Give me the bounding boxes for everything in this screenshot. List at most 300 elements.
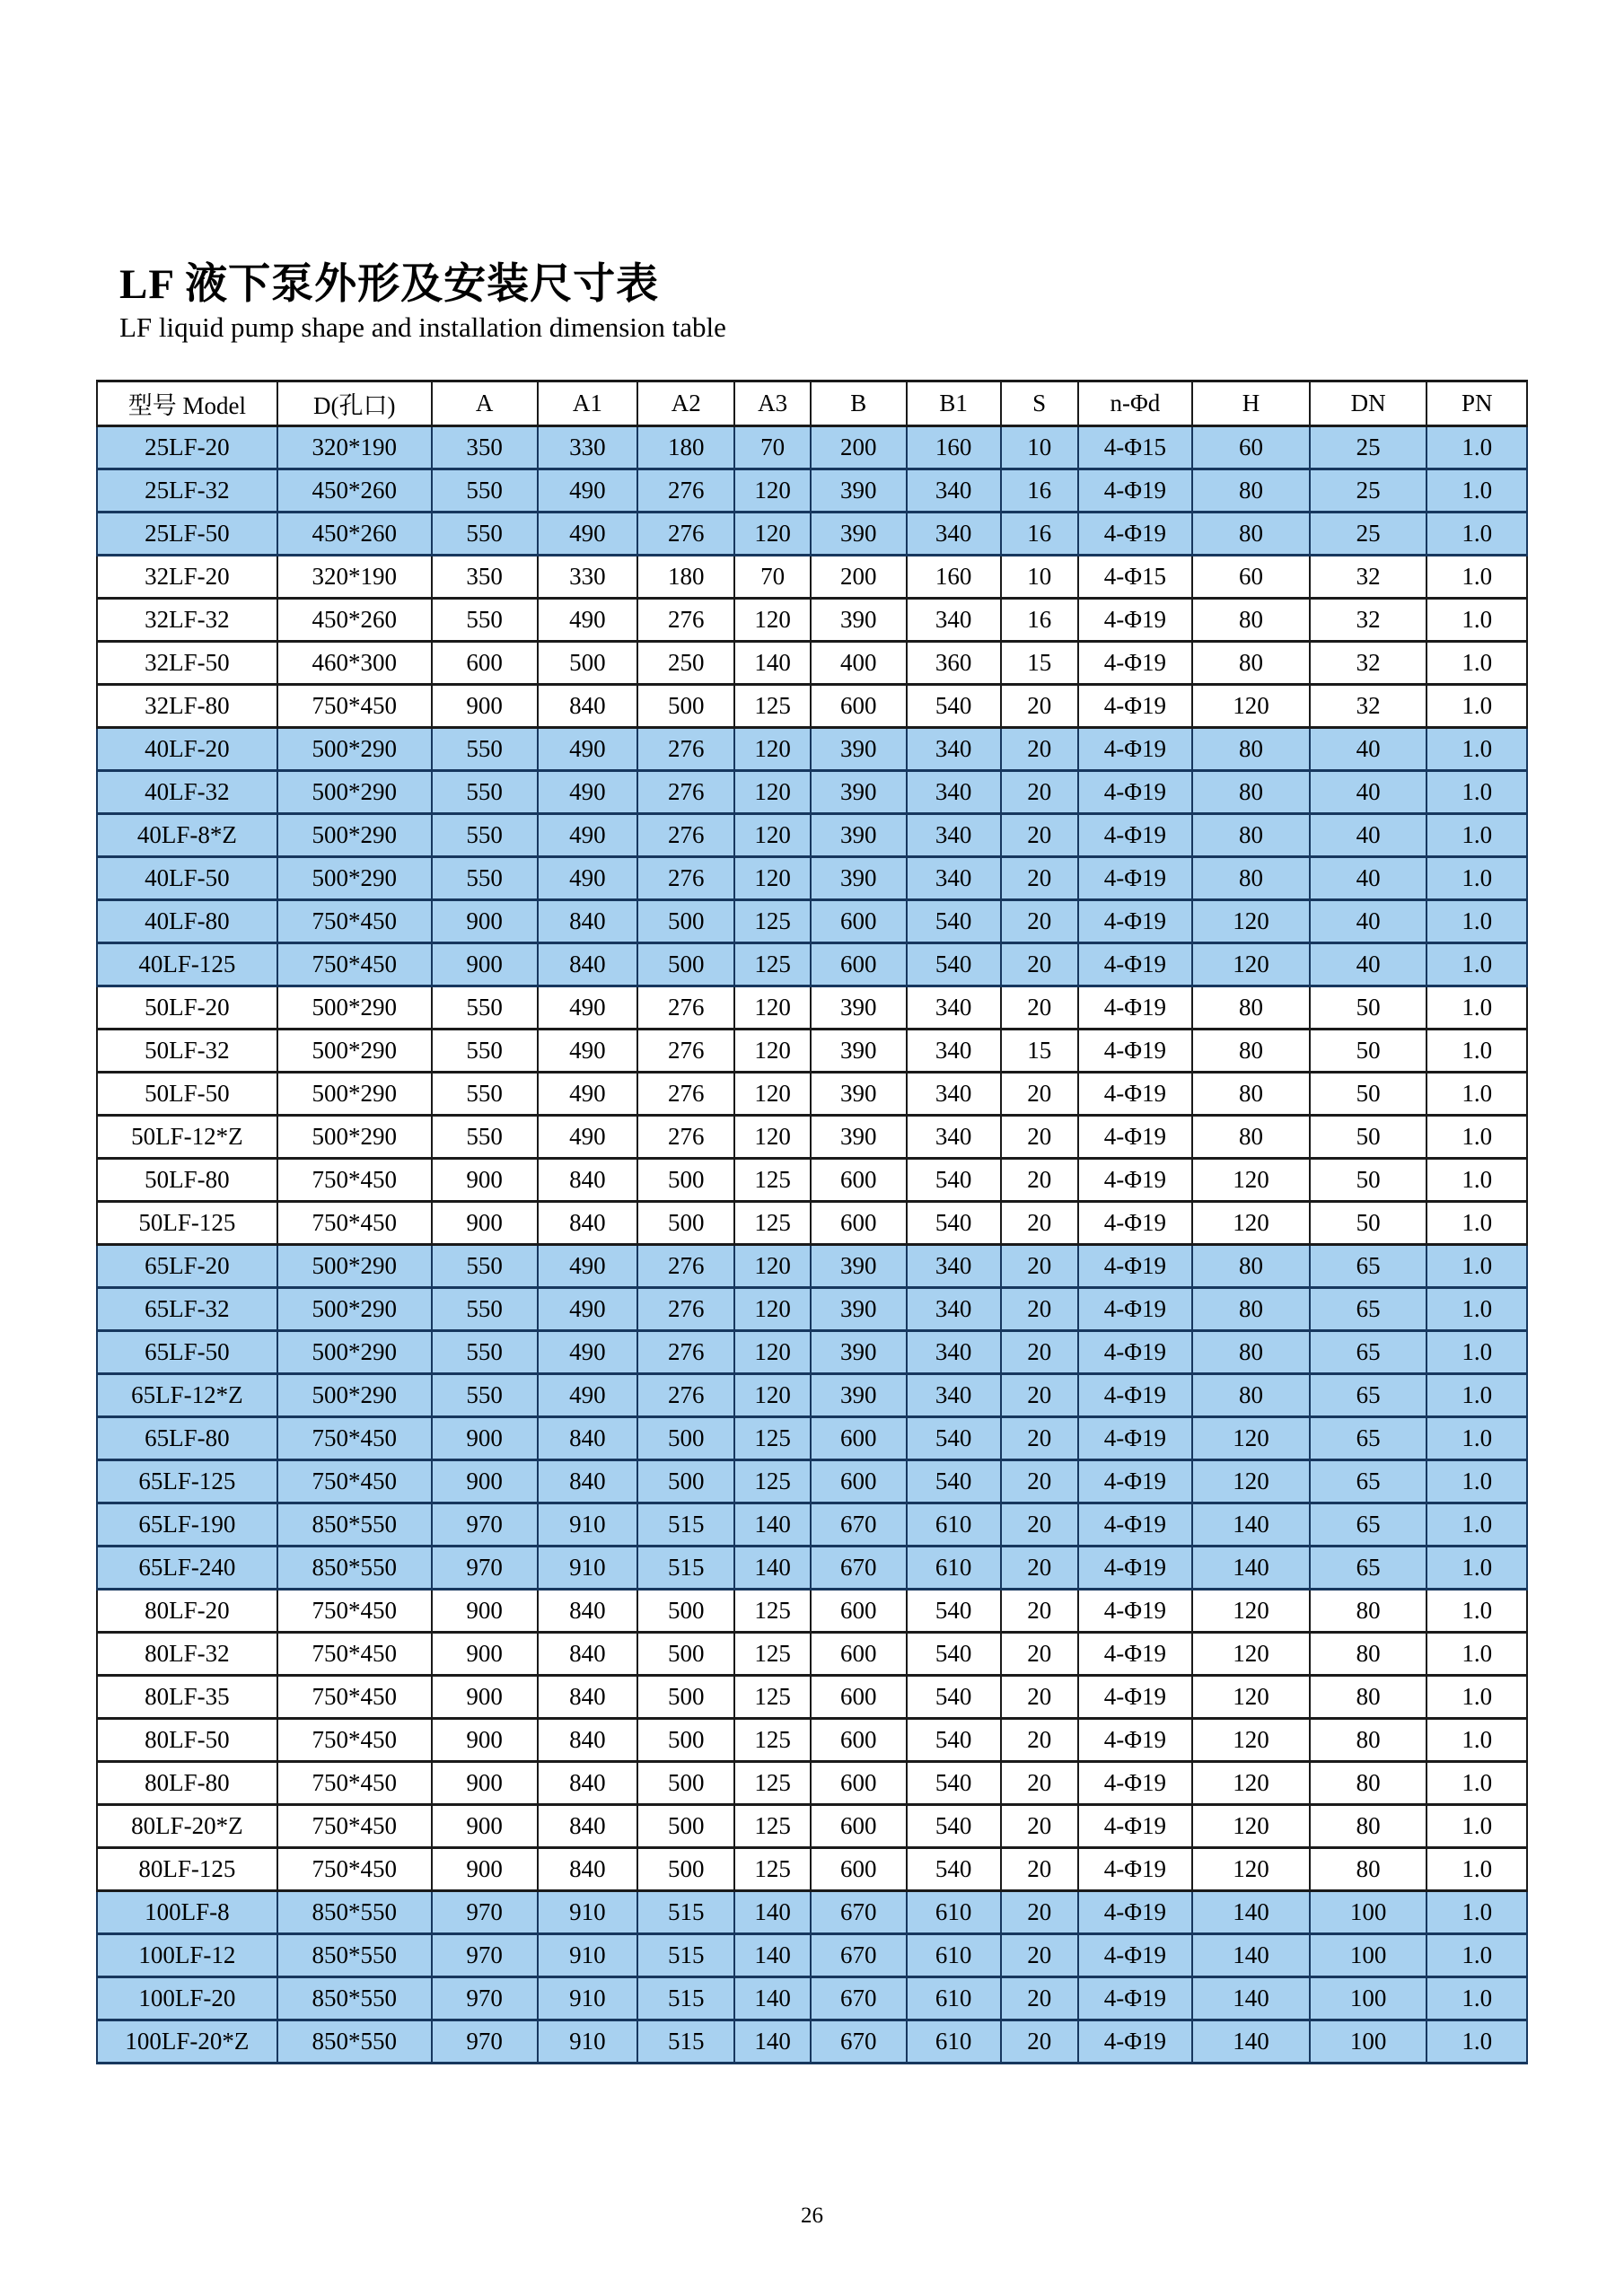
dimension-cell: 1.0 (1426, 1244, 1527, 1287)
dimension-cell: 350 (432, 555, 538, 598)
dimension-cell: 500 (637, 1847, 734, 1890)
dimension-cell: 390 (811, 1115, 907, 1158)
dimension-cell: 1.0 (1426, 1416, 1527, 1459)
dimension-cell: 125 (734, 1158, 810, 1201)
dimension-cell: 160 (907, 555, 1001, 598)
dimension-cell: 500 (637, 942, 734, 986)
dimension-cell: 550 (432, 1373, 538, 1416)
dimension-cell: 515 (637, 1890, 734, 1933)
dimension-cell: 140 (1192, 1976, 1310, 2020)
model-cell: 80LF-50 (97, 1718, 277, 1761)
dimension-cell: 4-Φ19 (1078, 1890, 1192, 1933)
dimension-cell: 910 (538, 1503, 638, 1546)
dimension-cell: 20 (1001, 1373, 1078, 1416)
dimension-cell: 4-Φ19 (1078, 1029, 1192, 1072)
dimension-cell: 900 (432, 1632, 538, 1675)
dimension-cell: 4-Φ19 (1078, 1503, 1192, 1546)
dimension-cell: 4-Φ19 (1078, 1072, 1192, 1115)
dimension-cell: 20 (1001, 727, 1078, 770)
column-header-9: n-Φd (1078, 381, 1192, 425)
dimension-cell: 120 (734, 512, 810, 555)
dimension-cell: 840 (538, 684, 638, 727)
dimension-cell: 540 (907, 1804, 1001, 1847)
dimension-cell: 20 (1001, 1589, 1078, 1632)
dimension-cell: 900 (432, 1158, 538, 1201)
dimension-cell: 1.0 (1426, 986, 1527, 1029)
model-cell: 100LF-20*Z (97, 2020, 277, 2063)
dimension-cell: 600 (811, 899, 907, 942)
dimension-cell: 390 (811, 1373, 907, 1416)
model-cell: 100LF-20 (97, 1976, 277, 2020)
dimension-cell: 840 (538, 1675, 638, 1718)
dimension-cell: 515 (637, 2020, 734, 2063)
dimension-cell: 70 (734, 555, 810, 598)
dimension-cell: 910 (538, 1933, 638, 1976)
dimension-cell: 80 (1192, 770, 1310, 813)
dimension-cell: 100 (1310, 1976, 1427, 2020)
dimension-cell: 515 (637, 1933, 734, 1976)
dimension-cell: 340 (907, 1029, 1001, 1072)
dimension-cell: 276 (637, 1287, 734, 1330)
dimension-cell: 390 (811, 598, 907, 641)
dimension-cell: 390 (811, 1244, 907, 1287)
dimension-cell: 340 (907, 1330, 1001, 1373)
column-header-12: PN (1426, 381, 1527, 425)
dimension-cell: 670 (811, 1503, 907, 1546)
table-row (97, 1804, 1527, 1847)
dimension-cell: 120 (1192, 1416, 1310, 1459)
dimension-cell: 25 (1310, 425, 1427, 469)
dimension-cell: 840 (538, 1632, 638, 1675)
dimension-cell: 340 (907, 856, 1001, 899)
dimension-cell: 16 (1001, 598, 1078, 641)
dimension-cell: 1.0 (1426, 1632, 1527, 1675)
dimension-cell: 4-Φ19 (1078, 1201, 1192, 1244)
table-header-row (97, 381, 1527, 425)
dimension-cell: 500 (637, 1718, 734, 1761)
dimension-cell: 340 (907, 770, 1001, 813)
table-row (97, 1589, 1527, 1632)
dimension-cell: 4-Φ19 (1078, 899, 1192, 942)
dimension-cell: 120 (734, 1244, 810, 1287)
dimension-cell: 840 (538, 1589, 638, 1632)
dimension-cell: 550 (432, 1287, 538, 1330)
dimension-cell: 490 (538, 1072, 638, 1115)
dimension-cell: 20 (1001, 1244, 1078, 1287)
dimension-cell: 120 (1192, 1589, 1310, 1632)
dimension-cell: 540 (907, 1718, 1001, 1761)
dimension-cell: 4-Φ19 (1078, 1330, 1192, 1373)
dimension-cell: 120 (734, 1373, 810, 1416)
dimension-cell: 610 (907, 1933, 1001, 1976)
table-row (97, 1416, 1527, 1459)
dimension-cell: 20 (1001, 942, 1078, 986)
dimension-cell: 4-Φ19 (1078, 2020, 1192, 2063)
dimension-cell: 120 (734, 1072, 810, 1115)
dimension-cell: 4-Φ19 (1078, 684, 1192, 727)
dimension-cell: 750*450 (277, 1416, 432, 1459)
column-header-0: 型号 Model (97, 381, 277, 425)
dimension-cell: 15 (1001, 1029, 1078, 1072)
dimension-cell: 970 (432, 1890, 538, 1933)
dimension-cell: 4-Φ19 (1078, 1847, 1192, 1890)
dimension-cell: 20 (1001, 986, 1078, 1029)
model-cell: 65LF-80 (97, 1416, 277, 1459)
dimension-cell: 670 (811, 1976, 907, 2020)
dimension-cell: 490 (538, 727, 638, 770)
dimension-cell: 500*290 (277, 1287, 432, 1330)
dimension-cell: 1.0 (1426, 770, 1527, 813)
dimension-cell: 120 (734, 986, 810, 1029)
table-row (97, 2020, 1527, 2063)
dimension-cell: 500*290 (277, 727, 432, 770)
model-cell: 32LF-32 (97, 598, 277, 641)
dimension-cell: 1.0 (1426, 727, 1527, 770)
dimension-cell: 1.0 (1426, 1976, 1527, 2020)
dimension-cell: 40 (1310, 942, 1427, 986)
dimension-cell: 16 (1001, 512, 1078, 555)
dimension-cell: 20 (1001, 1201, 1078, 1244)
dimension-cell: 540 (907, 1158, 1001, 1201)
dimension-cell: 276 (637, 1115, 734, 1158)
dimension-cell: 125 (734, 1804, 810, 1847)
model-cell: 65LF-50 (97, 1330, 277, 1373)
dimension-cell: 80 (1192, 1287, 1310, 1330)
dimension-cell: 100 (1310, 1890, 1427, 1933)
dimension-cell: 120 (1192, 1158, 1310, 1201)
dimension-cell: 180 (637, 555, 734, 598)
dimension-cell: 840 (538, 1761, 638, 1804)
table-row (97, 813, 1527, 856)
table-row (97, 641, 1527, 684)
dimension-cell: 490 (538, 1029, 638, 1072)
dimension-cell: 540 (907, 1847, 1001, 1890)
dimension-cell: 500*290 (277, 1244, 432, 1287)
table-row (97, 727, 1527, 770)
dimension-cell: 125 (734, 1675, 810, 1718)
dimension-cell: 140 (734, 1976, 810, 2020)
dimension-cell: 490 (538, 469, 638, 512)
dimension-cell: 20 (1001, 1330, 1078, 1373)
dimension-cell: 140 (1192, 2020, 1310, 2063)
dimension-cell: 20 (1001, 1287, 1078, 1330)
dimension-cell: 4-Φ19 (1078, 1933, 1192, 1976)
dimension-cell: 320*190 (277, 425, 432, 469)
dimension-cell: 1.0 (1426, 1373, 1527, 1416)
dimension-cell: 20 (1001, 1890, 1078, 1933)
dimension-cell: 32 (1310, 684, 1427, 727)
dimension-cell: 276 (637, 727, 734, 770)
dimension-cell: 200 (811, 555, 907, 598)
dimension-cell: 20 (1001, 1158, 1078, 1201)
model-cell: 50LF-125 (97, 1201, 277, 1244)
dimension-cell: 276 (637, 1244, 734, 1287)
dimension-cell: 80 (1192, 1115, 1310, 1158)
dimension-cell: 1.0 (1426, 512, 1527, 555)
dimension-cell: 80 (1310, 1718, 1427, 1761)
dimension-cell: 276 (637, 770, 734, 813)
dimension-cell: 500*290 (277, 1029, 432, 1072)
dimension-cell: 490 (538, 856, 638, 899)
dimension-cell: 840 (538, 1158, 638, 1201)
dimension-cell: 4-Φ19 (1078, 986, 1192, 1029)
model-cell: 80LF-80 (97, 1761, 277, 1804)
dimension-cell: 550 (432, 770, 538, 813)
dimension-cell: 4-Φ19 (1078, 813, 1192, 856)
dimension-cell: 750*450 (277, 1718, 432, 1761)
dimension-cell: 140 (734, 1890, 810, 1933)
dimension-cell: 1.0 (1426, 899, 1527, 942)
table-row (97, 1976, 1527, 2020)
dimension-cell: 600 (811, 1804, 907, 1847)
dimension-cell: 610 (907, 1976, 1001, 2020)
dimension-cell: 120 (734, 856, 810, 899)
dimension-cell: 910 (538, 2020, 638, 2063)
dimension-cell: 970 (432, 1933, 538, 1976)
dimension-cell: 540 (907, 1416, 1001, 1459)
dimension-cell: 500 (637, 1589, 734, 1632)
dimension-cell: 550 (432, 1029, 538, 1072)
dimension-cell: 970 (432, 1976, 538, 2020)
dimension-cell: 450*260 (277, 512, 432, 555)
dimension-cell: 750*450 (277, 1158, 432, 1201)
model-cell: 32LF-20 (97, 555, 277, 598)
dimension-cell: 600 (811, 1589, 907, 1632)
dimension-cell: 276 (637, 1330, 734, 1373)
dimension-cell: 125 (734, 1632, 810, 1675)
model-cell: 50LF-80 (97, 1158, 277, 1201)
dimension-cell: 120 (1192, 1804, 1310, 1847)
dimension-cell: 125 (734, 1416, 810, 1459)
dimension-cell: 4-Φ19 (1078, 598, 1192, 641)
model-cell: 40LF-20 (97, 727, 277, 770)
dimension-cell: 1.0 (1426, 1718, 1527, 1761)
model-cell: 80LF-35 (97, 1675, 277, 1718)
dimension-cell: 400 (811, 641, 907, 684)
dimension-cell: 490 (538, 813, 638, 856)
dimension-cell: 120 (1192, 684, 1310, 727)
table-row (97, 684, 1527, 727)
table-row (97, 1330, 1527, 1373)
dimension-cell: 500*290 (277, 1072, 432, 1115)
model-cell: 40LF-50 (97, 856, 277, 899)
dimension-cell: 140 (1192, 1503, 1310, 1546)
dimension-cell: 390 (811, 986, 907, 1029)
dimension-cell: 4-Φ19 (1078, 1416, 1192, 1459)
dimension-cell: 1.0 (1426, 942, 1527, 986)
model-cell: 80LF-32 (97, 1632, 277, 1675)
dimension-cell: 120 (1192, 1847, 1310, 1890)
dimension-cell: 80 (1192, 727, 1310, 770)
dimension-cell: 840 (538, 1718, 638, 1761)
dimension-cell: 140 (1192, 1890, 1310, 1933)
dimension-cell: 1.0 (1426, 1546, 1527, 1589)
dimension-cell: 120 (1192, 899, 1310, 942)
model-cell: 50LF-20 (97, 986, 277, 1029)
dimension-cell: 850*550 (277, 1546, 432, 1589)
dimension-cell: 490 (538, 512, 638, 555)
dimension-cell: 850*550 (277, 1976, 432, 2020)
table-row (97, 1115, 1527, 1158)
dimension-cell: 840 (538, 1804, 638, 1847)
dimension-cell: 50 (1310, 986, 1427, 1029)
dimension-cell: 900 (432, 1804, 538, 1847)
dimension-cell: 1.0 (1426, 1804, 1527, 1847)
dimension-cell: 490 (538, 598, 638, 641)
dimension-cell: 840 (538, 1847, 638, 1890)
dimension-cell: 120 (734, 1115, 810, 1158)
dimension-cell: 80 (1192, 469, 1310, 512)
dimension-cell: 550 (432, 469, 538, 512)
dimension-cell: 600 (811, 1718, 907, 1761)
dimension-cell: 490 (538, 1287, 638, 1330)
page-number: 26 (801, 2204, 823, 2228)
dimension-cell: 4-Φ19 (1078, 1632, 1192, 1675)
dimension-cell: 80 (1192, 1330, 1310, 1373)
dimension-cell: 1.0 (1426, 598, 1527, 641)
model-cell: 40LF-8*Z (97, 813, 277, 856)
dimension-cell: 20 (1001, 813, 1078, 856)
dimension-cell: 200 (811, 425, 907, 469)
dimension-cell: 140 (734, 1933, 810, 1976)
dimension-cell: 4-Φ15 (1078, 425, 1192, 469)
table-row (97, 555, 1527, 598)
dimension-cell: 140 (734, 2020, 810, 2063)
dimension-cell: 750*450 (277, 1632, 432, 1675)
dimension-cell: 4-Φ19 (1078, 1546, 1192, 1589)
model-cell: 25LF-50 (97, 512, 277, 555)
dimension-cell: 4-Φ19 (1078, 1804, 1192, 1847)
dimension-cell: 20 (1001, 1072, 1078, 1115)
dimension-cell: 390 (811, 1072, 907, 1115)
dimension-cell: 20 (1001, 1632, 1078, 1675)
dimension-cell: 80 (1310, 1804, 1427, 1847)
table-row (97, 1718, 1527, 1761)
dimension-cell: 4-Φ19 (1078, 1761, 1192, 1804)
model-cell: 25LF-32 (97, 469, 277, 512)
dimension-cell: 490 (538, 1244, 638, 1287)
dimension-cell: 900 (432, 1847, 538, 1890)
dimension-cell: 1.0 (1426, 1115, 1527, 1158)
dimension-cell: 276 (637, 512, 734, 555)
dimension-cell: 750*450 (277, 1847, 432, 1890)
dimension-cell: 850*550 (277, 1503, 432, 1546)
dimension-cell: 320*190 (277, 555, 432, 598)
dimension-cell: 120 (734, 1287, 810, 1330)
dimension-cell: 120 (734, 1029, 810, 1072)
dimension-cell: 390 (811, 856, 907, 899)
dimension-cell: 25 (1310, 469, 1427, 512)
dimension-cell: 50 (1310, 1158, 1427, 1201)
table-body (97, 425, 1527, 2063)
dimension-cell: 550 (432, 1244, 538, 1287)
dimension-cell: 460*300 (277, 641, 432, 684)
dimension-cell: 120 (1192, 1675, 1310, 1718)
dimension-cell: 1.0 (1426, 856, 1527, 899)
dimension-cell: 1.0 (1426, 425, 1527, 469)
dimension-cell: 140 (734, 1503, 810, 1546)
dimension-cell: 120 (1192, 1459, 1310, 1503)
dimension-cell: 20 (1001, 1115, 1078, 1158)
dimension-cell: 610 (907, 1890, 1001, 1933)
dimension-cell: 80 (1192, 598, 1310, 641)
dimension-cell: 20 (1001, 1503, 1078, 1546)
dimension-cell: 20 (1001, 1416, 1078, 1459)
dimension-cell: 125 (734, 1718, 810, 1761)
dimension-cell: 540 (907, 942, 1001, 986)
dimension-cell: 540 (907, 684, 1001, 727)
dimension-table (96, 380, 1528, 2064)
dimension-cell: 390 (811, 770, 907, 813)
dimension-cell: 140 (1192, 1933, 1310, 1976)
table-row (97, 1890, 1527, 1933)
dimension-cell: 40 (1310, 856, 1427, 899)
dimension-cell: 1.0 (1426, 1287, 1527, 1330)
dimension-cell: 390 (811, 727, 907, 770)
dimension-cell: 900 (432, 1718, 538, 1761)
dimension-cell: 840 (538, 1201, 638, 1244)
dimension-cell: 250 (637, 641, 734, 684)
dimension-cell: 40 (1310, 727, 1427, 770)
dimension-cell: 120 (1192, 1761, 1310, 1804)
dimension-cell: 100 (1310, 2020, 1427, 2063)
table-row (97, 1287, 1527, 1330)
model-cell: 65LF-12*Z (97, 1373, 277, 1416)
dimension-cell: 600 (811, 1459, 907, 1503)
table-row (97, 1761, 1527, 1804)
dimension-cell: 20 (1001, 1933, 1078, 1976)
dimension-cell: 20 (1001, 1546, 1078, 1589)
dimension-cell: 500 (637, 1804, 734, 1847)
table-row (97, 1029, 1527, 1072)
dimension-cell: 276 (637, 856, 734, 899)
dimension-cell: 500 (637, 1632, 734, 1675)
dimension-cell: 750*450 (277, 684, 432, 727)
column-header-2: A (432, 381, 538, 425)
dimension-cell: 276 (637, 1029, 734, 1072)
dimension-cell: 32 (1310, 555, 1427, 598)
table-row (97, 1933, 1527, 1976)
dimension-cell: 500 (637, 1675, 734, 1718)
dimension-cell: 1.0 (1426, 1761, 1527, 1804)
dimension-cell: 276 (637, 1373, 734, 1416)
dimension-cell: 80 (1310, 1632, 1427, 1675)
dimension-cell: 500*290 (277, 1115, 432, 1158)
table-row (97, 770, 1527, 813)
dimension-cell: 120 (1192, 942, 1310, 986)
dimension-cell: 1.0 (1426, 2020, 1527, 2063)
dimension-cell: 80 (1310, 1847, 1427, 1890)
dimension-cell: 32 (1310, 641, 1427, 684)
dimension-cell: 160 (907, 425, 1001, 469)
column-header-11: DN (1310, 381, 1427, 425)
dimension-cell: 20 (1001, 770, 1078, 813)
dimension-cell: 490 (538, 1115, 638, 1158)
dimension-cell: 50 (1310, 1029, 1427, 1072)
dimension-cell: 390 (811, 512, 907, 555)
dimension-cell: 65 (1310, 1416, 1427, 1459)
model-cell: 100LF-12 (97, 1933, 277, 1976)
dimension-cell: 80 (1192, 986, 1310, 1029)
dimension-cell: 600 (811, 1201, 907, 1244)
dimension-cell: 910 (538, 1546, 638, 1589)
dimension-cell: 840 (538, 1416, 638, 1459)
dimension-cell: 490 (538, 1373, 638, 1416)
dimension-cell: 276 (637, 986, 734, 1029)
dimension-cell: 500*290 (277, 770, 432, 813)
dimension-cell: 600 (811, 1416, 907, 1459)
dimension-cell: 340 (907, 1287, 1001, 1330)
